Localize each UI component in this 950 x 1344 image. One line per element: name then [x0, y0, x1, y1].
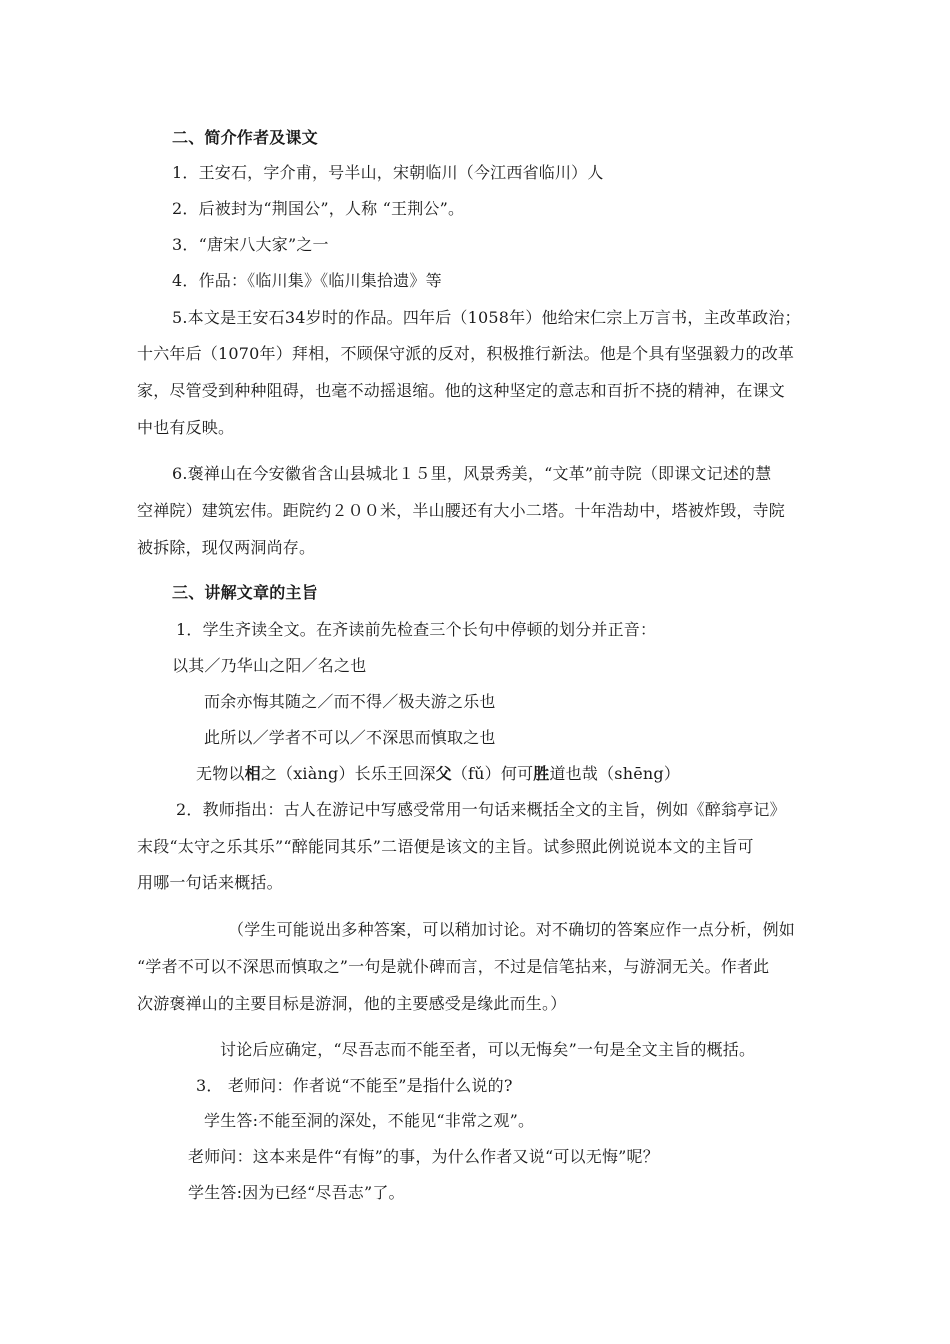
student-answer-2: 学生答:因为已经“尽吾志”了。 [188, 1183, 405, 1202]
paragraph-5-line: 十六年后（1070年）拜相，不顾保守派的反对，积极推行新法。他是个具有坚强毅力的改革 [137, 344, 795, 363]
pron-bold-char: 相 [244, 764, 261, 783]
pron-bold-char: 父 [435, 764, 452, 783]
paragraph-5-line: 家，尽管受到种种阻碍，也毫不动摇退缩。他的这种坚定的意志和百折不挠的精神，在课文 [137, 381, 786, 400]
theme-item-2-line: 2．教师指出：古人在游记中写感受常用一句话来概括全文的主旨，例如《醉翁亭记》 [176, 800, 786, 819]
pron-bold-char: 胜 [533, 764, 550, 783]
pron-text: 之（xiàng）长乐王回深 [260, 764, 436, 783]
theme-item-1: 1．学生齐读全文。在齐读前先检查三个长句中停顿的划分并正音： [176, 620, 657, 639]
discussion-conclusion: 讨论后应确定，“尽吾志而不能至者，可以无悔矣”一句是全文主旨的概括。 [220, 1040, 756, 1059]
pron-text: 道也哉（shēng） [549, 764, 681, 783]
teacher-question-2: 老师问：这本来是件“有悔”的事，为什么作者又说“可以无悔”呢？ [188, 1147, 659, 1166]
pron-text: （fǔ）何可 [451, 764, 534, 783]
pronunciation-line [196, 764, 680, 784]
pron-text: 无物以 [196, 764, 245, 783]
teacher-question-1: 3． 老师问：作者说“不能至”是指什么说的? [196, 1076, 513, 1095]
section-heading-intro: 二、简介作者及课文 [172, 128, 318, 147]
pause-sentence-1: 以其／乃华山之阳／名之也 [172, 656, 367, 675]
intro-item-3: 3．“唐宋八大家”之一 [172, 235, 329, 254]
theme-item-2-line: 末段“太守之乐其乐”“醉能同其乐”二语便是该文的主旨。试参照此例说说本文的主旨可 [137, 837, 754, 856]
section-heading-theme: 三、讲解文章的主旨 [172, 583, 318, 602]
intro-item-1: 1．王安石，字介甫，号半山，宋朝临川（今江西省临川）人 [172, 163, 604, 182]
paragraph-6-line: 6.褒禅山在今安徽省含山县城北１５里，风景秀美，“文革”前寺院（即课文记述的慧 [172, 464, 772, 483]
pause-sentence-3: 此所以／学者不可以／不深思而慎取之也 [204, 728, 496, 747]
teacher-note-line: （学生可能说出多种答案，可以稍加讨论。对不确切的答案应作一点分析，例如 [228, 920, 796, 939]
paragraph-6-line: 空禅院）建筑宏伟。距院约２００米，半山腰还有大小二塔。十年浩劫中，塔被炸毁，寺院 [137, 501, 786, 520]
student-answer-1: 学生答:不能至洞的深处，不能见“非常之观”。 [204, 1111, 535, 1130]
teacher-note-line: 次游褒禅山的主要目标是游洞，他的主要感受是缘此而生。） [137, 994, 567, 1013]
intro-item-4: 4．作品：《临川集》《临川集拾遗》等 [172, 271, 442, 290]
theme-item-2-line: 用哪一句话来概括。 [137, 873, 283, 892]
paragraph-5-line: 5.本文是王安石34岁时的作品。四年后（1058年）他给宋仁宗上万言书，主改革政治； [172, 308, 801, 327]
pause-sentence-2: 而余亦悔其随之／而不得／极夫游之乐也 [204, 692, 496, 711]
teacher-note-line: “学者不可以不深思而慎取之”一句是就仆碑而言，不过是信笔拈来，与游洞无关。作者此 [137, 957, 770, 976]
paragraph-6-line: 被拆除，现仅两洞尚存。 [137, 538, 316, 557]
intro-item-2: 2．后被封为“荆国公”，人称 “王荆公”。 [172, 199, 465, 218]
paragraph-5-line: 中也有反映。 [137, 418, 235, 437]
